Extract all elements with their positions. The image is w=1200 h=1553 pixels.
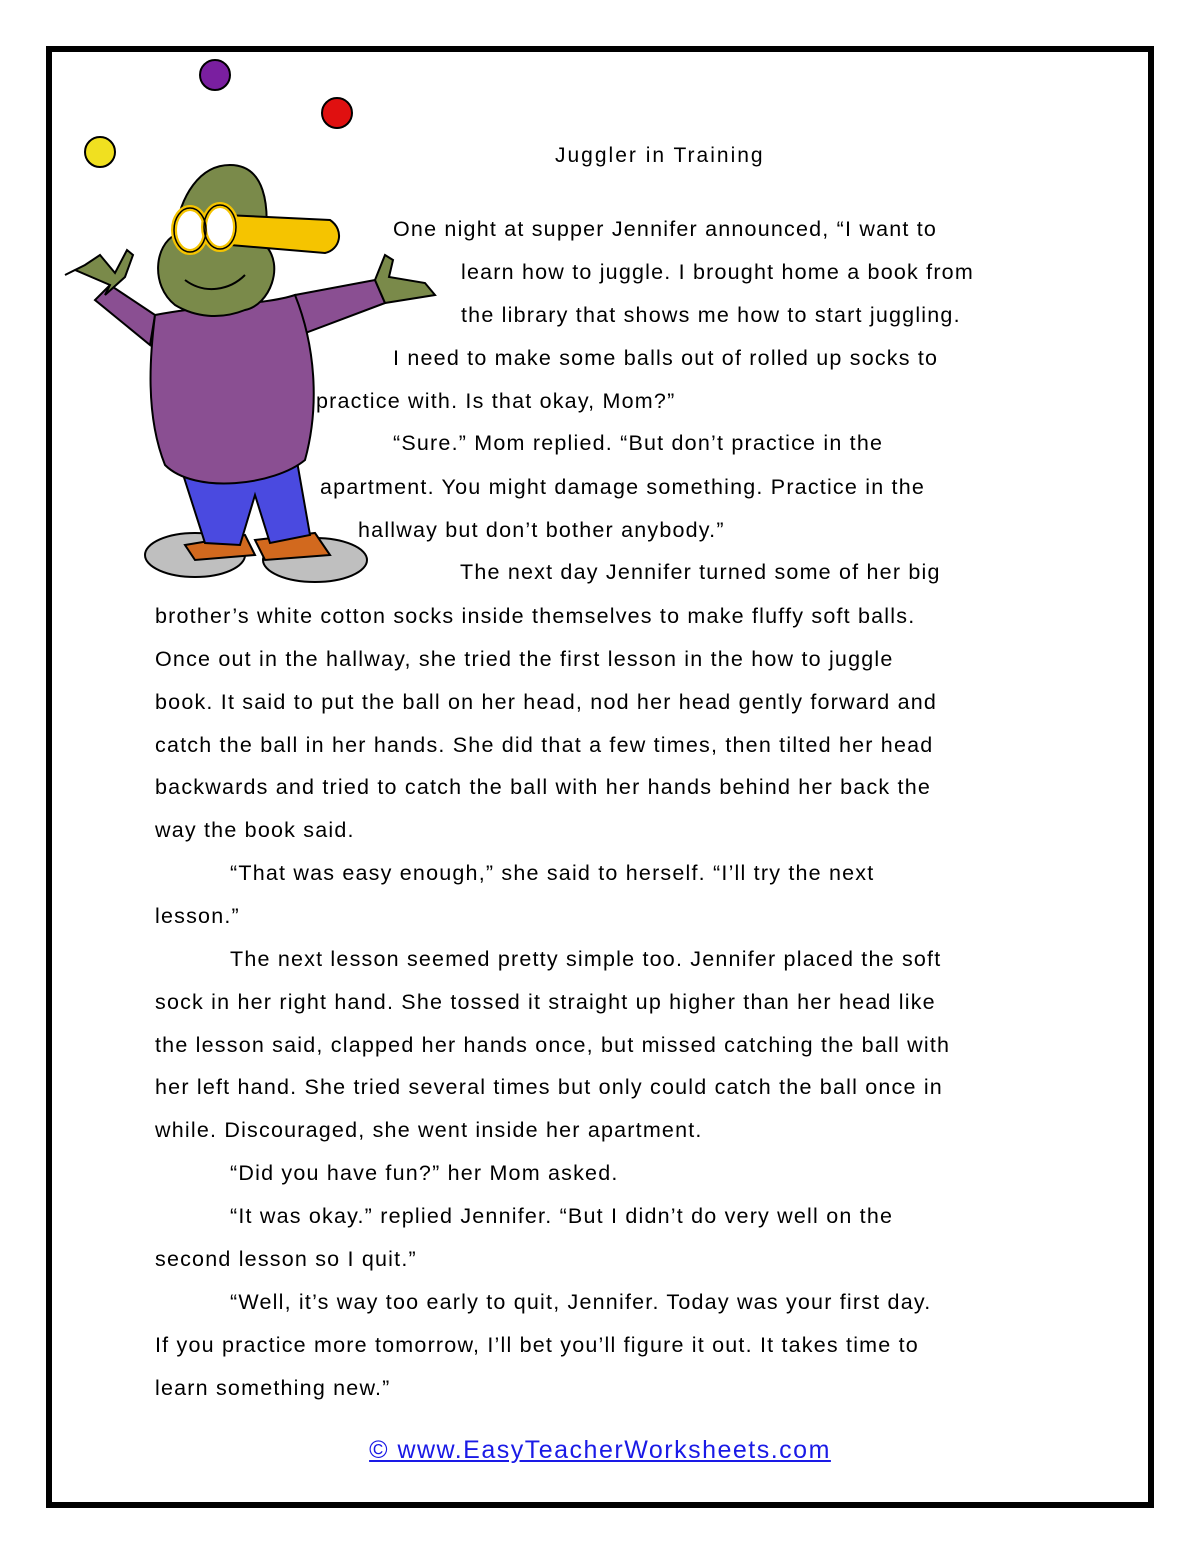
story-line: while. Discouraged, she went inside her apartment. xyxy=(155,1118,703,1142)
story-line: apartment. You might damage something. Practice in the xyxy=(320,475,926,499)
footer xyxy=(0,1436,1200,1465)
story-line: sock in her right hand. She tossed it straight up higher than her head like xyxy=(155,990,936,1014)
story-line: If you practice more tomorrow, I’ll bet you’ll figure it out. It takes time to xyxy=(155,1333,919,1357)
story-line: learn how to juggle. I brought home a book from xyxy=(461,260,974,284)
shirt xyxy=(151,295,314,484)
left-arm xyxy=(95,285,155,345)
yellow-ball xyxy=(85,137,115,167)
story-line: backwards and tried to catch the ball with her hands behind her back the xyxy=(155,775,932,799)
story-line: second lesson so I quit.” xyxy=(155,1247,417,1271)
story-line: I need to make some balls out of rolled up socks to xyxy=(393,346,939,370)
story-line: Once out in the hallway, she tried the first lesson in the how to juggle xyxy=(155,647,894,671)
red-ball xyxy=(322,98,352,128)
story-line: “It was okay.” replied Jennifer. “But I didn’t do very well on the xyxy=(230,1204,894,1228)
story-line: hallway but don’t bother anybody.” xyxy=(358,518,725,542)
purple-ball xyxy=(200,60,230,90)
story-line: practice with. Is that okay, Mom?” xyxy=(316,389,676,413)
page-title: Juggler in Training xyxy=(555,144,765,167)
story-line: brother’s white cotton socks inside themselves to make fluffy soft balls. xyxy=(155,604,916,628)
right-arm xyxy=(295,280,385,335)
story-line: “Did you have fun?” her Mom asked. xyxy=(230,1161,619,1185)
footer-copyright-link[interactable]: © www.EasyTeacherWorksheets.com xyxy=(369,1436,831,1464)
story-line: “Well, it’s way too early to quit, Jennifer. Today was your first day. xyxy=(230,1290,932,1314)
story-line: “That was easy enough,” she said to herself. “I’ll try the next xyxy=(230,861,875,885)
story-line: way the book said. xyxy=(155,818,355,842)
story-line: the lesson said, clapped her hands once, but missed catching the ball with xyxy=(155,1033,951,1057)
story-line: book. It said to put the ball on her head, nod her head gently forward and xyxy=(155,690,938,714)
story-line: One night at supper Jennifer announced, “I want to xyxy=(393,217,938,241)
juggler-illustration xyxy=(55,55,455,595)
story-line: the library that shows me how to start juggling. xyxy=(461,303,961,327)
juggling-balls xyxy=(85,60,352,167)
story-line: “Sure.” Mom replied. “But don’t practice in the xyxy=(393,431,884,455)
story-line: The next lesson seemed pretty simple too. Jennifer placed the soft xyxy=(230,947,942,971)
story-line: lesson.” xyxy=(155,904,240,928)
story-line: The next day Jennifer turned some of her big xyxy=(460,560,941,584)
story-line: her left hand. She tried several times but only could catch the ball once in xyxy=(155,1075,943,1099)
story-line: learn something new.” xyxy=(155,1376,391,1400)
story-line: catch the ball in her hands. She did that a few times, then tilted her head xyxy=(155,733,934,757)
